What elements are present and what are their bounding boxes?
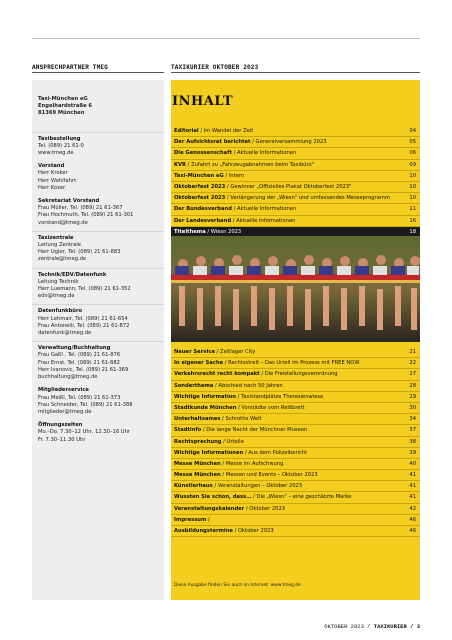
contact-email[interactable]: edv@tmeg.de — [38, 293, 75, 300]
toc-entry-title: Rechtsprechung — [174, 438, 222, 445]
contact-line: Frau Gaßl , Tel. (089) 21 61-876 — [38, 352, 121, 359]
toc-entry-page: 04 — [409, 128, 416, 134]
toc-entry-subtitle: / Aktuelle Informationen — [231, 150, 297, 157]
toc-entry-page: 09 — [409, 161, 416, 168]
toc-entry-title: Künstlerhaus — [174, 483, 213, 490]
web-note: Diese Ausgabe finden Sie auch im Internet: www.tmeg.de — [174, 583, 301, 588]
footer-brand: TAXIKURIER — [373, 623, 407, 630]
contact-line: Herr Luemann, Tel. (089) 21 61-352 — [38, 286, 131, 293]
toc-entry[interactable] — [171, 182, 420, 193]
toc-entry[interactable] — [171, 392, 420, 403]
toc-entry-title: Wichtige Information — [174, 393, 236, 400]
toc-entry[interactable] — [171, 381, 420, 392]
contact-line: Frau Schneider, Tel. (089) 21 61-388 — [38, 401, 133, 408]
contact-block-verwaltung — [32, 342, 164, 447]
toc-entry-title: Veranstaltungskalender — [174, 505, 245, 512]
toc-entry-title: Der Bundesverband — [174, 206, 232, 213]
toc-entry-title: Die Genossenschaft — [174, 150, 232, 157]
toc-entry-subtitle: / — [206, 516, 210, 523]
contacts-header: ANSPRECHPARTNER TMEG — [32, 64, 109, 71]
contact-line: Herr Lehmair, Tel. (089) 21 61-654 — [38, 315, 128, 322]
toc-entry-subtitle: / Oktober 2023 — [244, 505, 286, 512]
toc-entry-page: 41 — [409, 494, 416, 501]
toc-entry-title: Impressum — [174, 516, 207, 523]
contact-line: Frau Müller, Tel. (089) 21 61-367 — [38, 205, 123, 212]
contact-email[interactable]: zentrale@tmeg.de — [38, 256, 87, 263]
contact-line: Herr Ugler, Tel. (089) 21 61-883 — [38, 249, 121, 256]
toc-entry-title: Editorial — [174, 128, 199, 134]
footer-page-number: / 3 — [406, 623, 420, 630]
toc-entry-title: Verkehrsrecht recht kompakt — [174, 371, 260, 378]
toc-entry-page: 41 — [409, 472, 416, 479]
address-block — [32, 80, 164, 133]
toc-entry-page: 40 — [409, 460, 416, 467]
toc-entry-page: 46 — [409, 528, 416, 534]
toc-entry[interactable] — [171, 148, 420, 159]
contact-line: Fr. 7.30–11.30 Uhr — [38, 436, 86, 443]
top-rule — [32, 38, 420, 39]
toc-entry-subtitle: / Im Wandel der Zeit — [198, 128, 254, 134]
toc-entry[interactable] — [171, 492, 420, 503]
toc-entry-page: 18 — [409, 228, 416, 235]
toc-entry-title: KVR — [174, 161, 187, 168]
contact-title: Sekretariat Vorstand — [38, 198, 100, 205]
toc-list-bottom — [171, 347, 420, 537]
contact-line: Leitung Zentrale — [38, 242, 81, 249]
address-line: 81369 München — [38, 110, 85, 117]
toc-entry-page: 05 — [409, 139, 416, 146]
toc-entry-title: Oktoberfest 2023 — [174, 195, 226, 202]
toc-entry[interactable] — [171, 126, 420, 137]
toc-entry-title: Neuer Service — [174, 349, 216, 355]
contact-title: Technik/EDV/Datenfunk — [38, 271, 107, 278]
contact-title: Taxibestellung — [38, 135, 81, 142]
toc-entry-title: Taxi-München eG — [174, 172, 224, 179]
toc-entry[interactable] — [171, 448, 420, 459]
ride-photo-illustration — [171, 236, 420, 342]
contact-line: Herr Kozer — [38, 184, 66, 191]
toc-entry-page: 10 — [409, 183, 416, 190]
toc-entry[interactable] — [171, 204, 420, 215]
contact-line: Tel. (089) 21 61-0 — [38, 142, 84, 149]
toc-entry[interactable] — [171, 137, 420, 148]
toc-entry[interactable] — [171, 414, 420, 425]
toc-entry-title: Stadtkunde München — [174, 404, 237, 411]
toc-entry-subtitle: / Messe im Aufschwung — [220, 460, 284, 467]
toc-entry[interactable] — [171, 358, 420, 369]
toc-entry-title: Wussten Sie schon, dass… — [174, 494, 252, 501]
contact-line: Frau Meißl, Tel. (089) 21 61-373 — [38, 394, 121, 401]
contact-block-taxibestellung — [32, 133, 164, 232]
toc-entry[interactable] — [171, 425, 420, 436]
toc-entry-subtitle: / Intern — [223, 172, 245, 179]
toc-entry-subtitle: / Abschied nach 50 Jahren — [213, 382, 283, 389]
toc-entry-page: 37 — [409, 427, 416, 434]
toc-list-top — [171, 126, 420, 238]
contact-line: Herr Ivanovic, Tel. (089) 21 61-369 — [38, 366, 129, 373]
toc-entry-subtitle: / Aktuelle Informationen — [231, 206, 297, 213]
toc-entry-title: Messe München — [174, 472, 221, 479]
contact-title: Vorstand — [38, 163, 65, 170]
contact-title: Datenfunkbüro — [38, 308, 83, 315]
address-line: Engelhardstraße 6 — [38, 103, 93, 110]
toc-entry-page: 38 — [409, 438, 416, 445]
toc-entry-subtitle: / Taxistandplätze Theresienwiese — [236, 393, 324, 400]
toc-entry-subtitle: / Die lange Nacht der Münchner Museen — [201, 427, 308, 434]
contact-block-taxizentrale — [32, 232, 164, 269]
toc-entry[interactable] — [171, 171, 420, 182]
contact-line: Frau Antonelli, Tel. (089) 21 61-872 — [38, 322, 130, 329]
toc-entry-subtitle: / Urteile — [221, 438, 244, 445]
footer-issue: OKTOBER 2023 / — [324, 623, 374, 630]
contact-email[interactable]: mitglieder@tmeg.de — [38, 408, 92, 415]
toc-entry-subtitle: / Die Freistellungsverordnung — [259, 371, 338, 378]
toc-entry-page: 06 — [409, 150, 416, 157]
contact-title: Mitgliederservice — [38, 387, 89, 394]
toc-entry-subtitle: / Schrottis Welt — [220, 416, 262, 423]
contact-line: Frau Hochmuth, Tel. (089) 21 61-301 — [38, 212, 134, 219]
toc-entry-page: 16 — [409, 217, 416, 224]
toc-entry-page: 42 — [409, 505, 416, 512]
toc-entry[interactable] — [171, 504, 420, 515]
toc-entry[interactable] — [171, 193, 420, 204]
toc-entry-subtitle: / Generalversammlung 2023 — [250, 139, 327, 146]
toc-entry-subtitle: / Rechtsstreit – Das Urteil im Prozess mit FREE NOW — [223, 360, 360, 367]
toc-entry[interactable] — [171, 437, 420, 448]
toc-entry-subtitle: / Veranstaltungen – Oktober 2023 — [212, 483, 303, 490]
cover-photo — [171, 236, 420, 342]
toc-header-rule — [171, 72, 420, 73]
toc-entry-title: Ausbildungstermine — [174, 528, 233, 534]
contacts-header-rule — [32, 72, 164, 73]
toc-entry-page: 30 — [409, 404, 416, 411]
contact-email[interactable]: buchhaltung@tmeg.de — [38, 374, 98, 381]
toc-entry[interactable] — [171, 526, 420, 537]
toc-entry-subtitle: / Die „Wiesn" – eine geschätzte Marke — [251, 494, 352, 501]
toc-title: INHALT — [172, 94, 234, 109]
toc-entry-page: 27 — [409, 371, 416, 378]
toc-entry-subtitle: / Vorstädte vom Reißbrett — [236, 404, 305, 411]
contact-block-datenfunk — [32, 305, 164, 342]
toc-entry-title: Der Landesverband — [174, 217, 232, 224]
toc-entry-subtitle: / Oktober 2023 — [232, 528, 274, 534]
toc-entry-title: Sonderthema — [174, 382, 214, 389]
toc-entry-page: 28 — [409, 382, 416, 389]
toc-entry-page: 29 — [409, 393, 416, 400]
toc-entry-page: 34 — [409, 416, 416, 423]
contact-line: Leitung Technik — [38, 278, 79, 285]
toc-entry-subtitle: / Zufahrt zu „Fahrzeugabnahmen beim Taxibüro" — [186, 161, 314, 168]
contact-block-technik — [32, 269, 164, 306]
contact-email[interactable]: vorstand@tmeg.de — [38, 219, 88, 226]
toc-entry-title: Oktoberfest 2023 — [174, 183, 226, 190]
toc-entry-page: 10 — [409, 195, 416, 202]
page-footer — [300, 623, 420, 630]
toc-entry-title: Unterhaltsames — [174, 416, 221, 423]
contacts-panel — [32, 80, 164, 600]
address-line: Taxi-München eG — [38, 96, 88, 102]
toc-entry[interactable] — [171, 470, 420, 481]
toc-entry[interactable] — [171, 481, 420, 492]
toc-entry[interactable] — [171, 403, 420, 414]
toc-entry[interactable] — [171, 216, 420, 227]
toc-entry-page: 11 — [409, 206, 416, 213]
toc-entry-subtitle: / Aus dem Polizeibericht — [243, 449, 308, 456]
toc-entry-subtitle: / Zeitlager City — [215, 349, 256, 355]
toc-entry-title: Messe München — [174, 460, 221, 467]
toc-entry[interactable] — [171, 459, 420, 470]
contact-email[interactable]: datenfunk@tmeg.de — [38, 330, 92, 337]
toc-entry[interactable] — [171, 515, 420, 526]
contact-link[interactable]: www.tmeg.de — [38, 150, 74, 157]
toc-entry-subtitle: / Aktuelle Informationen — [231, 217, 296, 224]
contact-line: Herr Kroker — [38, 170, 68, 177]
toc-entry-title: Stadtinfo — [174, 427, 202, 434]
magazine-header: TAXIKURIER OKTOBER 2023 — [171, 64, 259, 71]
contact-line: Mo.–Do. 7.30–12 Uhr, 12.30–16 Uhr — [38, 429, 130, 436]
toc-entry-page: 41 — [409, 483, 416, 490]
toc-entry-title: Der Aufsichtsrat berichtet — [174, 139, 251, 146]
toc-entry-page: 21 — [409, 349, 416, 355]
toc-entry[interactable] — [171, 160, 420, 171]
contact-line: Herr Wohlfahrt — [38, 177, 77, 184]
toc-entry-page: 10 — [409, 172, 416, 179]
contact-line: Frau Ernst, Tel. (089) 21 61-882 — [38, 359, 120, 366]
toc-entry-subtitle: / Verlängerung der „Wiesn" und umfassendes Messeprogramm — [225, 195, 390, 202]
toc-entry-title: Wichtige Informationen — [174, 449, 244, 456]
toc-entry-subtitle: / Wiesn 2023 — [205, 228, 242, 235]
toc-entry-subtitle: / Messen und Events – Oktober 2023 — [220, 472, 318, 479]
toc-entry[interactable] — [171, 347, 420, 358]
toc-entry-page: 46 — [409, 516, 416, 523]
toc-entry-title: In eigener Sache — [174, 360, 224, 367]
toc-entry[interactable] — [171, 369, 420, 380]
contact-title: Taxizentrale — [38, 234, 74, 241]
contact-title: Verwaltung/Buchhaltung — [38, 345, 111, 352]
contact-title: Öffnungszeiten — [38, 422, 83, 429]
toc-entry-title: Titelthema — [174, 228, 206, 235]
toc-entry-page: 39 — [409, 449, 416, 456]
toc-entry-subtitle: / Gewinner „Offizielles Plakat Oktoberfest 2023" — [225, 183, 352, 190]
toc-entry-page: 22 — [409, 360, 416, 367]
